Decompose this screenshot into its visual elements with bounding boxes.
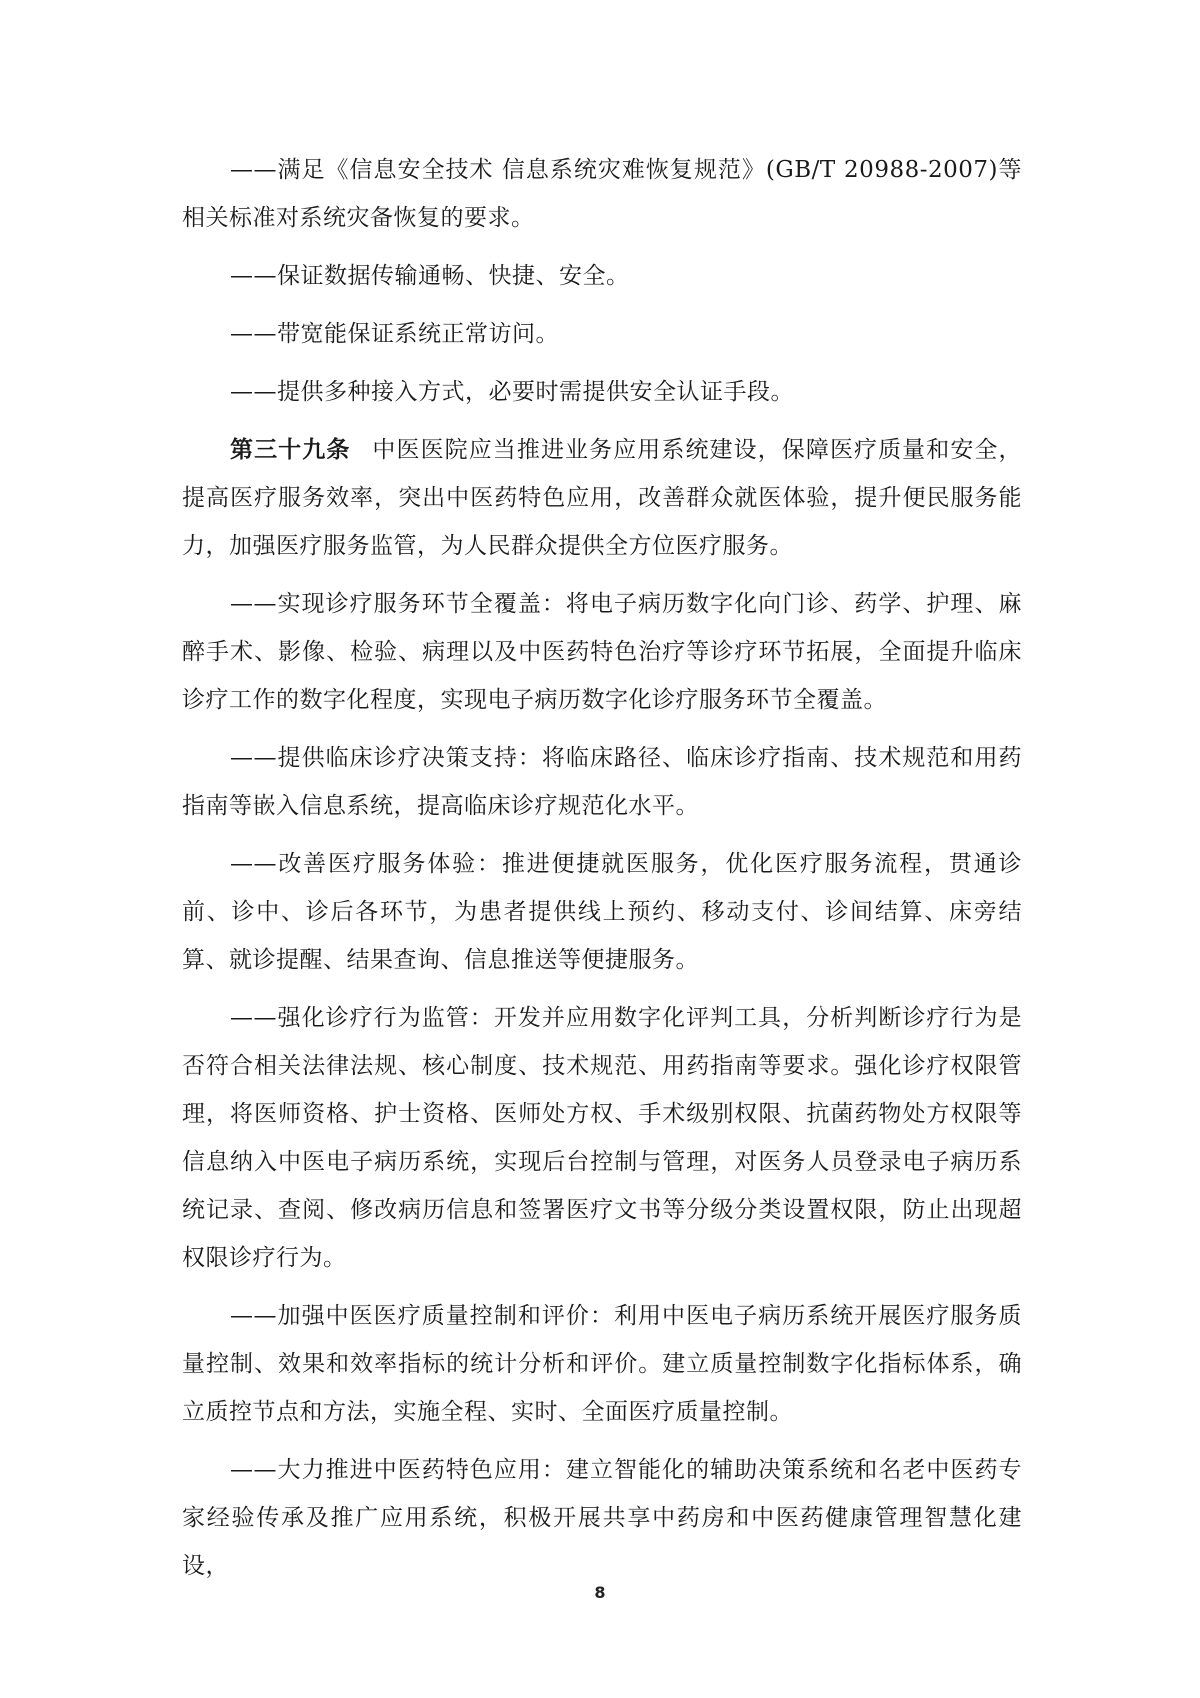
paragraph-tcm-application: ——大力推进中医药特色应用：建立智能化的辅助决策系统和名老中医药专家经验传承及推广应用系统，积极开展共享中药房和中医药健康管理智慧化建设，: [182, 1457, 1022, 1579]
paragraph-data-transmission: ——保证数据传输通畅、快捷、安全。: [230, 263, 630, 289]
paragraph-service-experience: ——改善医疗服务体验：推进便捷就医服务，优化医疗服务流程，贯通诊前、诊中、诊后各环节，为患者提供线上预约、移动支付、诊间结算、床旁结算、就诊提醒、结果查询、信息推送等便捷服务。: [182, 851, 1022, 973]
page-number: 8: [594, 1583, 606, 1602]
document-body: [182, 146, 1022, 1600]
paragraph-access-methods: ——提供多种接入方式，必要时需提供安全认证手段。: [230, 379, 794, 405]
paragraph-article-39: 第三十九条 中医医院应当推进业务应用系统建设，保障医疗质量和安全，提高医疗服务效率，突出中医药特色应用，改善群众就医体验，提升便民服务能力，加强医疗服务监管，为人民群众提供全方位医疗服务。: [182, 437, 1023, 559]
paragraph-supervision: ——强化诊疗行为监管：开发并应用数字化评判工具，分析判断诊疗行为是否符合相关法律法规、核心制度、技术规范、用药指南等要求。强化诊疗权限管理，将医师资格、护士资格、医师处方权、手术级别权限、抗菌药物处方权限等信息纳入中医电子病历系统，实现后台控制与管理，对医务人员登录电子病历系统记录、查阅、修改病历信息和签署医疗文书等分级分类设置权限，防止出现超权限诊疗行为。: [182, 1005, 1022, 1271]
paragraph-disaster-recovery: ——满足《信息安全技术 信息系统灾难恢复规范》(GB/T 20988-2007)等相关标准对系统灾备恢复的要求。: [182, 157, 1022, 231]
paragraph-bandwidth: ——带宽能保证系统正常访问。: [230, 321, 559, 347]
paragraph-decision-support: ——提供临床诊疗决策支持：将临床路径、临床诊疗指南、技术规范和用药指南等嵌入信息系统，提高临床诊疗规范化水平。: [182, 745, 1022, 819]
article-number: 第三十九条: [230, 437, 351, 463]
paragraph-quality-control: ——加强中医医疗质量控制和评价：利用中医电子病历系统开展医疗服务质量控制、效果和效率指标的统计分析和评价。建立质量控制数字化指标体系，确立质控节点和方法，实施全程、实时、全面医疗质量控制。: [182, 1303, 1022, 1425]
paragraph-full-coverage: ——实现诊疗服务环节全覆盖：将电子病历数字化向门诊、药学、护理、麻醉手术、影像、检验、病理以及中医药特色治疗等诊疗环节拓展，全面提升临床诊疗工作的数字化程度，实现电子病历数字化诊疗服务环节全覆盖。: [182, 591, 1022, 713]
